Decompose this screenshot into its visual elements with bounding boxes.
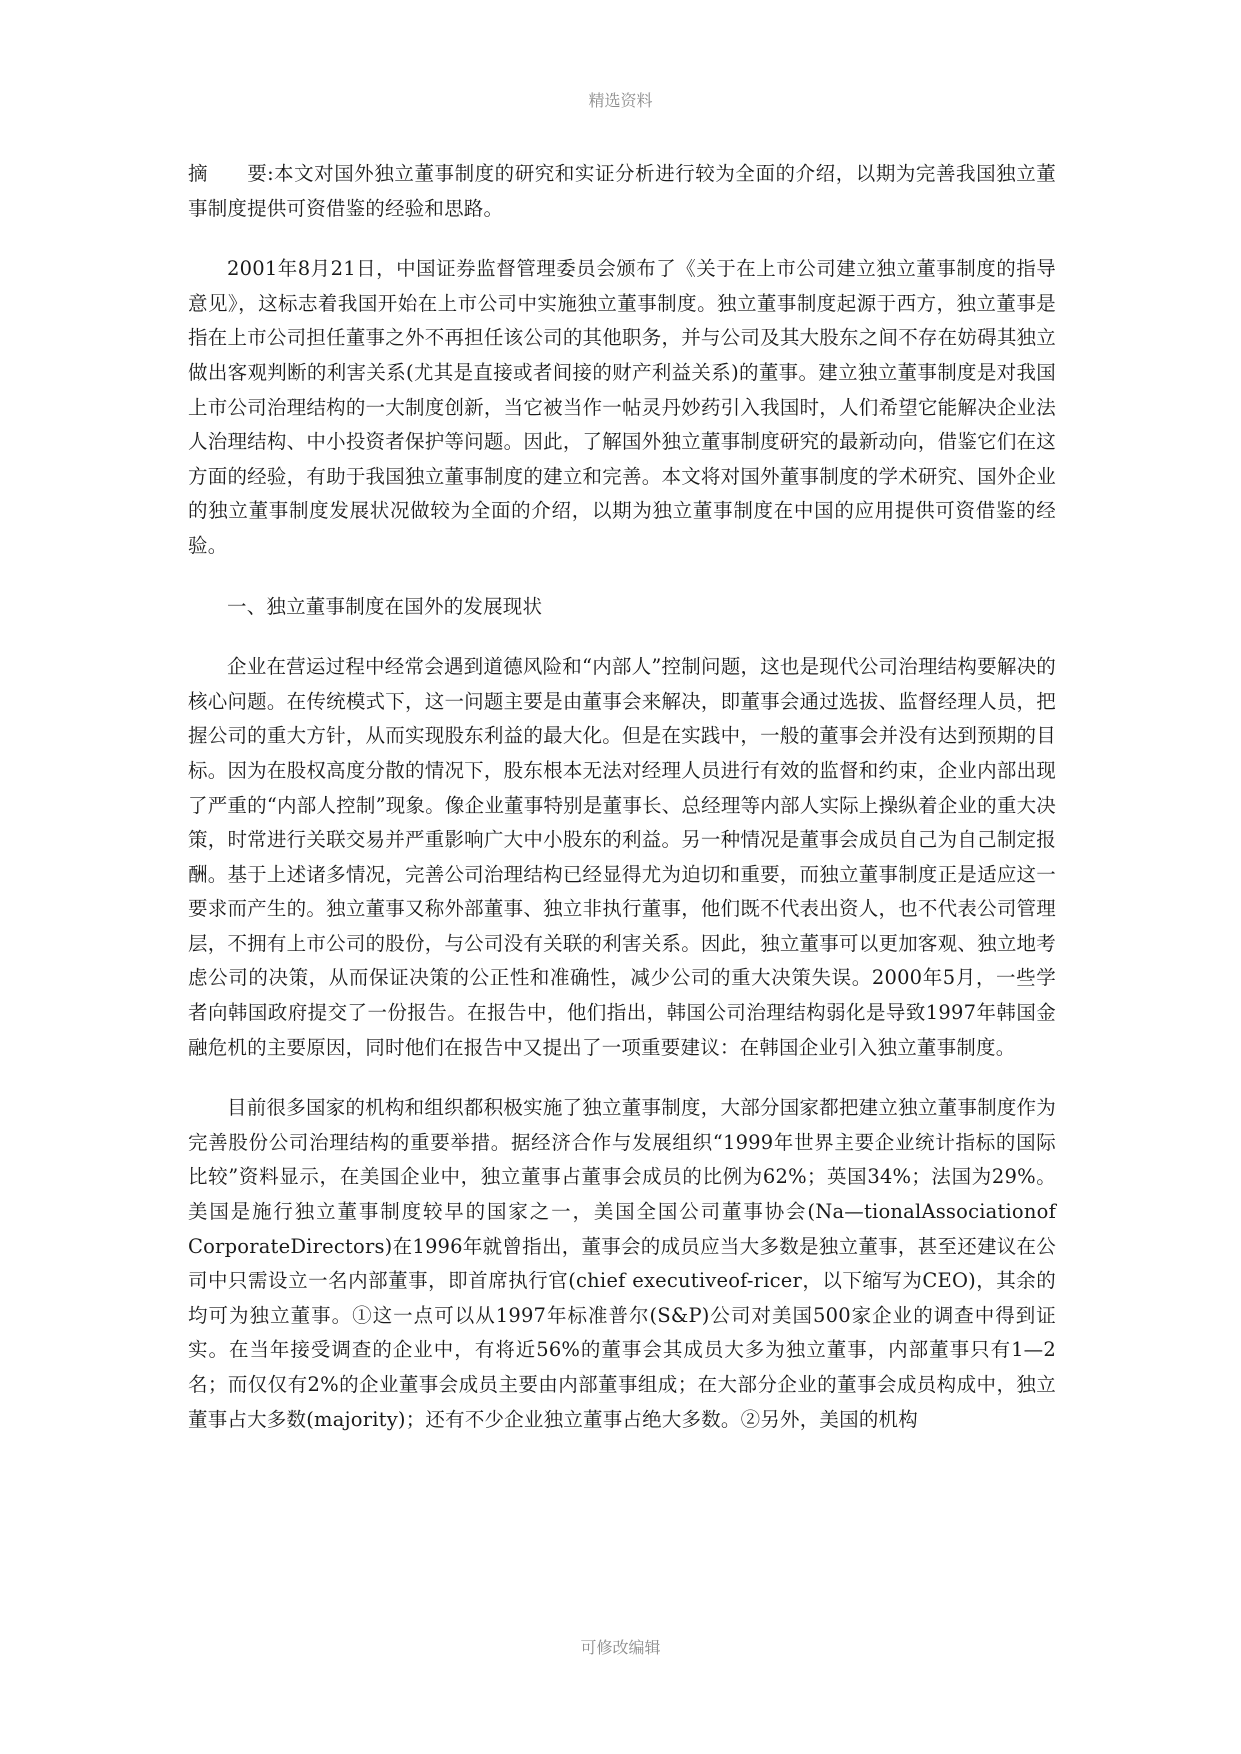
abstract-label-end: 要:	[246, 162, 274, 185]
page-header: 精选资料	[588, 91, 653, 110]
document-body	[188, 157, 1056, 1437]
section1-paragraph-2: 目前很多国家的机构和组织都积极实施了独立董事制度，大部分国家都把建立独立董事制度作为完善股份公司治理结构的重要举措。据经济合作与发展组织“1999年世界主要企业统计指标的国际比较”资料显示，在美国企业中，独立董事占董事会成员的比例为62%；英国34%；法国为29%。美国是施行独立董事制度较早的国家之一，美国全国公司董事协会(Na—tionalAssociationof CorporateDirectors)在1996年就曾指出，董事会的成员应当大多数是独立董事，甚至还建议在公司中只需设立一名内部董事，即首席执行官(chief executiveof-ricer，以下缩写为CEO)，其余的均可为独立董事。①这一点可以从1997年标准普尔(S&P)公司对美国500家企业的调查中得到证实。在当年接受调查的企业中，有将近56%的董事会其成员大多为独立董事，内部董事只有1—2名；而仅仅有2%的企业董事会成员主要由内部董事组成；在大部分企业的董事会成员构成中，独立董事占大多数(majority)；还有不少企业独立董事占绝大多数。②另外，美国的机构	[188, 1096, 1056, 1431]
page-footer: 可修改编辑	[580, 1638, 661, 1657]
section1-paragraph-1: 企业在营运过程中经常会遇到道德风险和“内部人”控制问题，这也是现代公司治理结构要解决的核心问题。在传统模式下，这一问题主要是由董事会来解决，即董事会通过选拔、监督经理人员，把握公司的重大方针，从而实现股东利益的最大化。但是在实践中，一般的董事会并没有达到预期的目标。因为在股权高度分散的情况下，股东根本无法对经理人员进行有效的监督和约束，企业内部出现了严重的“内部人控制”现象。像企业董事特别是董事长、总经理等内部人实际上操纵着企业的重大决策，时常进行关联交易并严重影响广大中小股东的利益。另一种情况是董事会成员自己为自己制定报酬。基于上述诸多情况，完善公司治理结构已经显得尤为迫切和重要，而独立董事制度正是适应这一要求而产生的。独立董事又称外部董事、独立非执行董事，他们既不代表出资人，也不代表公司管理层，不拥有上市公司的股份，与公司没有关联的利害关系。因此，独立董事可以更加客观、独立地考虑公司的决策，从而保证决策的公正性和准确性，减少公司的重大决策失误。2000年5月，一些学者向韩国政府提交了一份报告。在报告中，他们指出，韩国公司治理结构弱化是导致1997年韩国金融危机的主要原因，同时他们在报告中又提出了一项重要建议：在韩国企业引入独立董事制度。	[188, 655, 1056, 1059]
intro-paragraph: 2001年8月21日，中国证券监督管理委员会颁布了《关于在上市公司建立独立董事制度的指导意见》，这标志着我国开始在上市公司中实施独立董事制度。独立董事制度起源于西方，独立董事是指在上市公司担任董事之外不再担任该公司的其他职务，并与公司及其大股东之间不存在妨碍其独立做出客观判断的利害关系(尤其是直接或者间接的财产利益关系)的董事。建立独立董事制度是对我国上市公司治理结构的一大制度创新，当它被当作一帖灵丹妙药引入我国时，人们希望它能解决企业法人治理结构、中小投资者保护等问题。因此，了解国外独立董事制度研究的最新动向，借鉴它们在这方面的经验，有助于我国独立董事制度的建立和完善。本文将对国外董事制度的学术研究、国外企业的独立董事制度发展状况做较为全面的介绍，以期为独立董事制度在中国的应用提供可资借鉴的经验。	[188, 257, 1056, 557]
abstract-label-start: 摘	[188, 162, 208, 185]
section-heading: 一、独立董事制度在国外的发展现状	[227, 594, 543, 618]
abstract-paragraph	[188, 157, 1056, 226]
abstract-label	[188, 162, 274, 185]
abstract-text: 本文对国外独立董事制度的研究和实证分析进行较为全面的介绍，以期为完善我国独立董事制度提供可资借鉴的经验和思路。	[188, 162, 1056, 220]
